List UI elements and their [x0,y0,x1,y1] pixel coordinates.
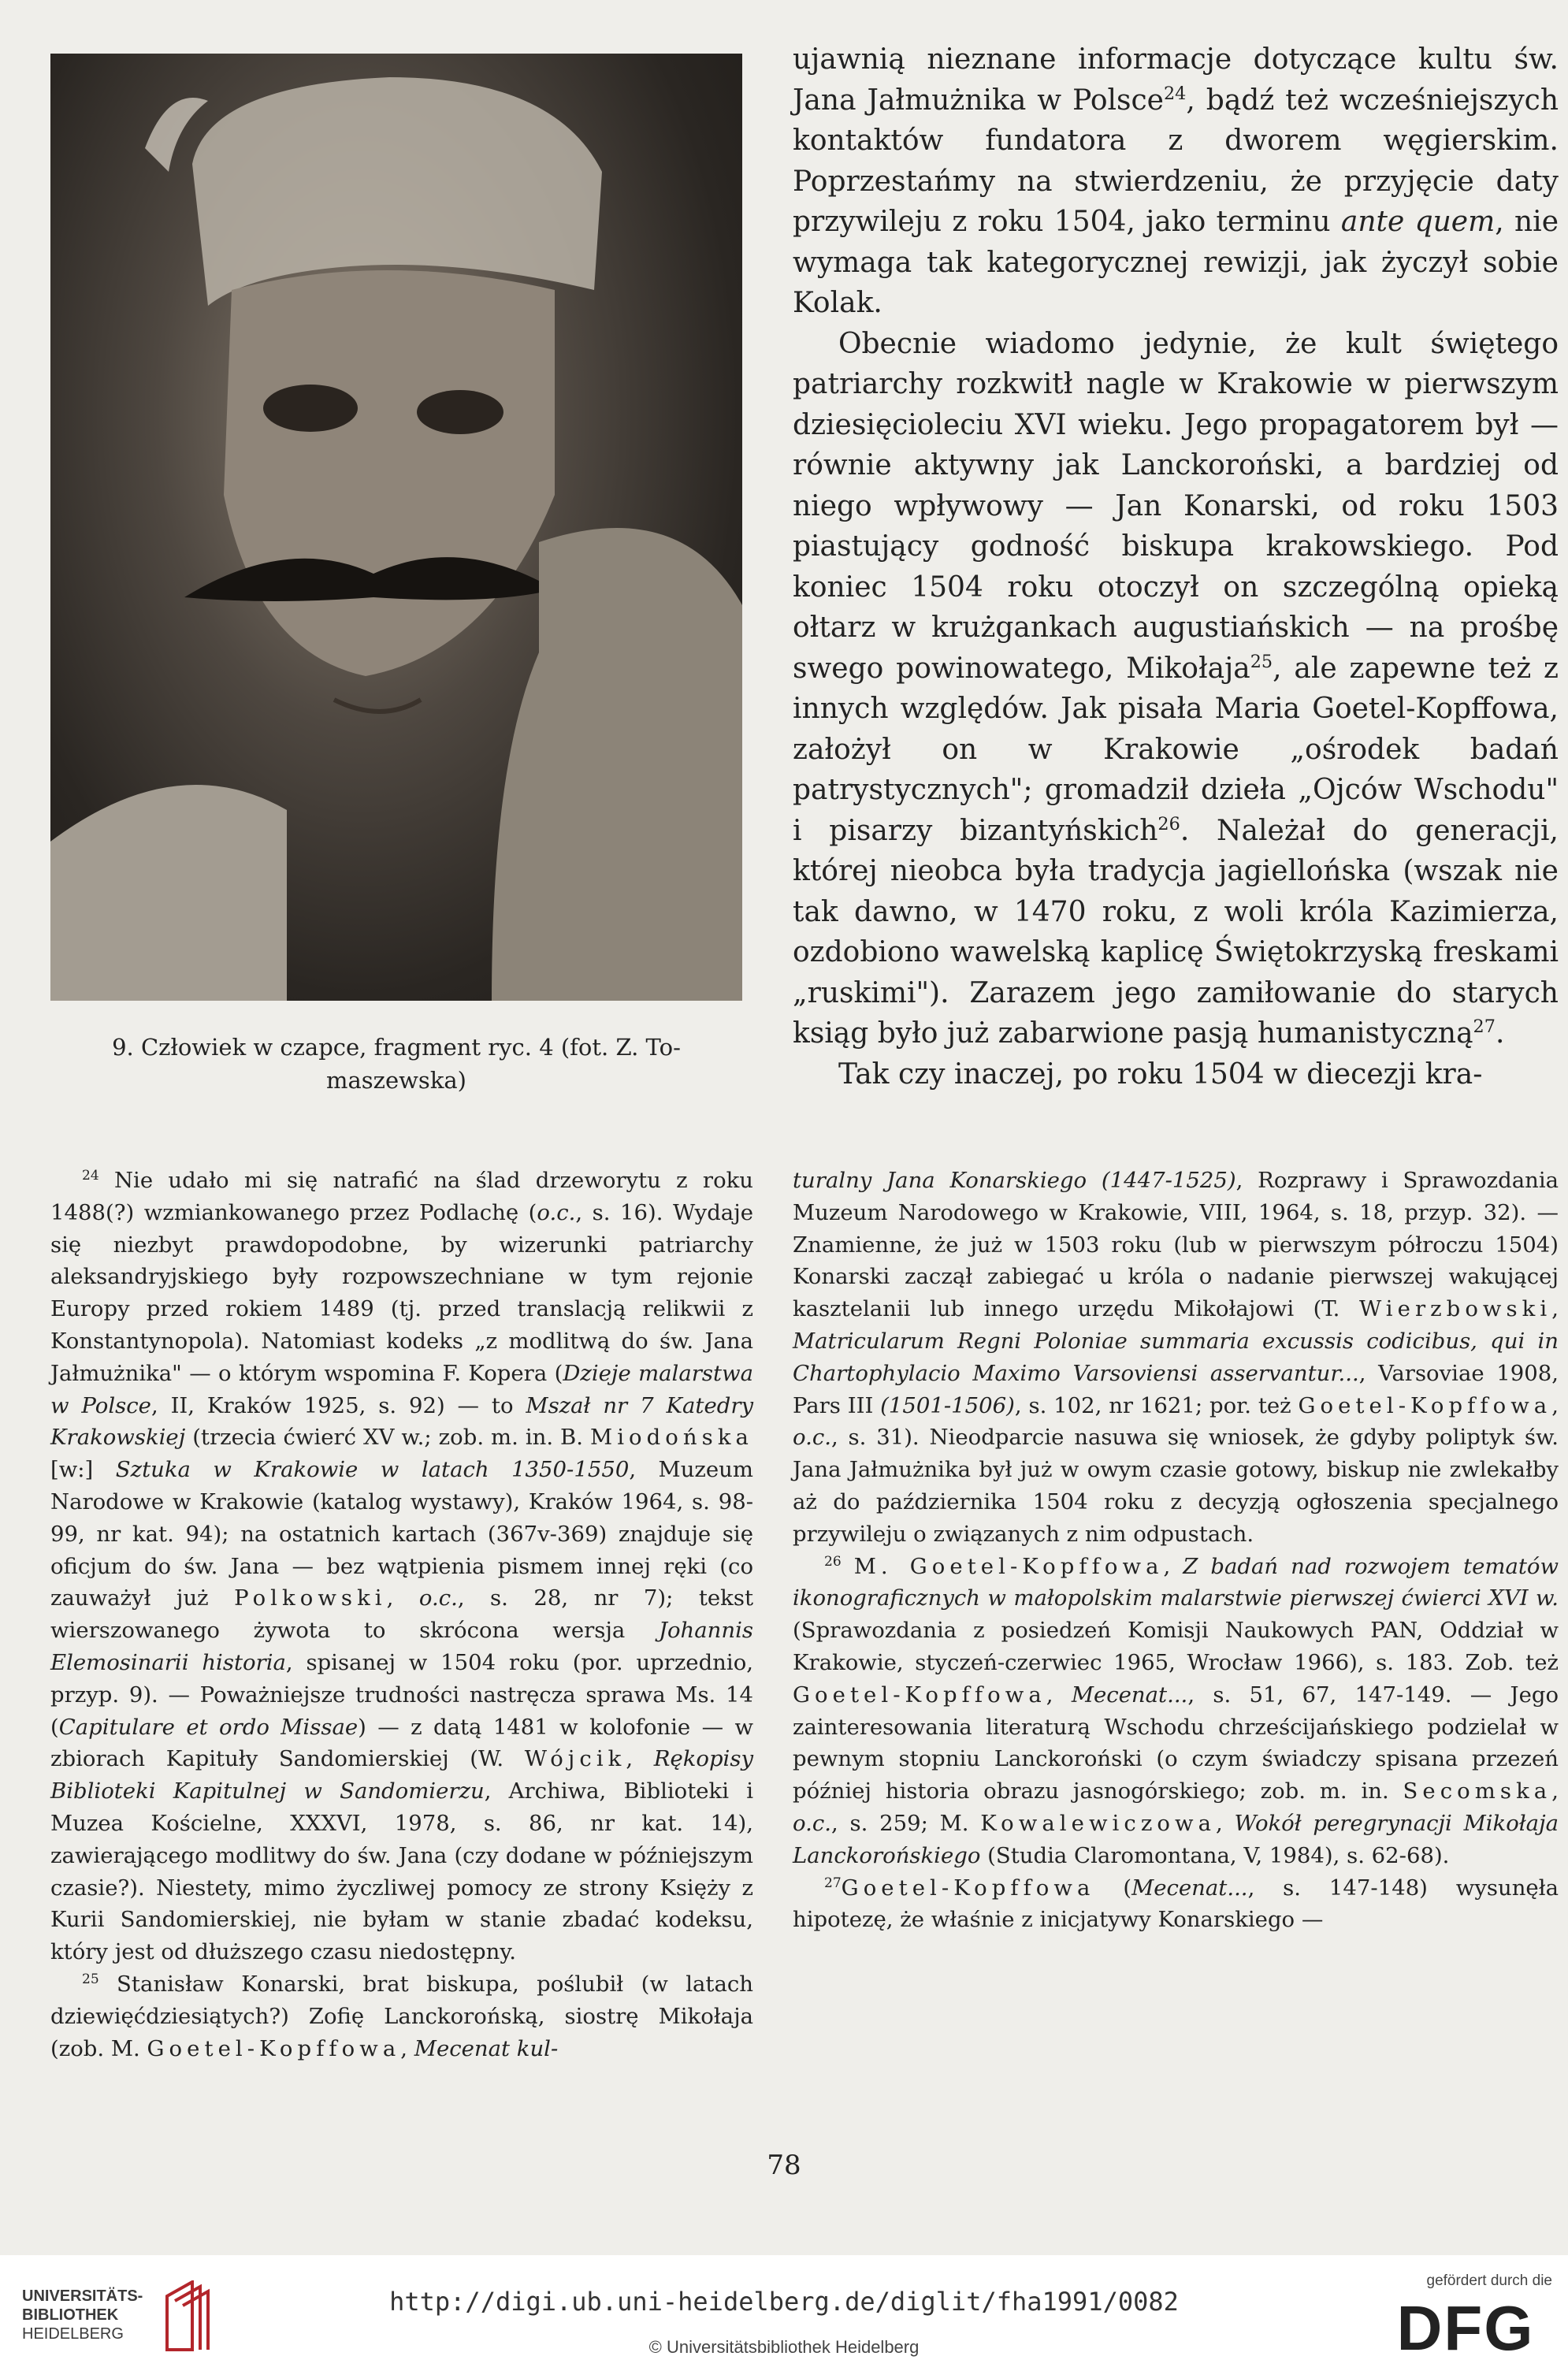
text-run: . [1495,1017,1505,1050]
spaced-author: Polkowski [234,1585,387,1611]
viewer-footer [0,2255,1568,2371]
text-run: , bądź też wcześniejszych kontaktów fundatora z dworem węgierskim. Poprzestańmy na stwierdzeniu, że przyjęcie daty przywileju z roku 1504, jako terminu [793,84,1559,238]
text-run: Tak czy inaczej, po roku 1504 w diecezji kra- [838,1057,1483,1091]
text-run: , s. 102, nr 1621; por. też [1014,1392,1299,1418]
footnote-number: 25 [82,1971,99,1987]
text-run: ) — z datą 1481 w kolofonie — w zbiorach Kapituły Sandomierskiej (W. [50,1714,753,1772]
caption-line: maszewska) [326,1067,466,1094]
footnotes-right-column [793,1165,1559,1936]
italic-text: Mecenat... [1071,1682,1188,1708]
italic-text: Mecenat... [1131,1875,1248,1901]
italic-text: (1501-1506) [880,1392,1015,1418]
italic-text: Wokół peregrynacji Mikołaja Lanckorońskiego [793,1810,1559,1868]
text-run: , s. 259; M. [830,1810,981,1836]
footnote-24 [50,1165,753,1968]
footnotes-left-column [50,1165,753,2064]
text-run: , s. 147-148) wysunęła hipotezę, że właśnie z inicjatywy Konarskiego — [793,1875,1559,1933]
text-run: , Muzeum Narodowe w Krakowie (katalog wystawy), Kraków 1964, s. 98-99, nr kat. 94); na ostatnich kartach (367v-369) znajduje się oficjum do św. Jana — bez wątpienia pismem innej ręki (co zauważył już [50,1457,753,1611]
text-run: , [1046,1682,1072,1708]
library-name-line: UNIVERSITÄTS- [22,2287,143,2305]
italic-text: Z badań nad rozwojem tematów ikonograficznych w małopolskim malarstwie pierwszej ćwierci XVI w. [793,1553,1559,1611]
spaced-author: Secomska [1403,1778,1552,1804]
italic-text: Mecenat kul- [414,2035,559,2061]
text-run: (Sprawozdania z posiedzeń Komisji Naukowych PAN, Oddział w Krakowie, styczeń-czerwiec 1965, Wrocław 1966), s. 183. Zob. też [793,1618,1559,1675]
text-run: , Archiwa, Biblioteki i Muzea Kościelne, XXXVI, 1978, s. 86, nr kat. 14), zawierającego modlitwy do św. Jana (czy dodane w późniejszym czasie?). Niestety, mimo życzliwej pomocy ze strony Księży z Kurii Sandomierskiej, nie byłam w stanie zbadać kodeksu, który jest od dłuższego czasu niedostępny. [50,1778,754,1965]
footnote-27 [793,1872,1559,1937]
text-run: , [1216,1810,1235,1836]
text-run: , spisanej w 1504 roku (por. uprzednio, przyp. 9). — Poważniejsze trudności nastręcza sprawa Ms. 14 ( [50,1649,753,1740]
text-run: , [1551,1778,1559,1804]
footnote-26 [793,1551,1559,1872]
text-run: , [1551,1296,1559,1322]
spaced-author: M. Goetel-Kopffowa [853,1553,1164,1579]
text-run: Obecnie wiadomo jedynie, że kult świętego patriarchy rozkwitł nagle w Krakowie w pierwszym dziesięcioleciu XVI wieku. Jego propagatorem był — równie aktywny jak Lanckoroński, a bardziej od niego wpływowy — Jan Konarski, od roku 1503 piastujący godność biskupa krakowskiego. Pod koniec 1504 roku otoczył on szczególną opieką ołtarz w krużgankach augustiańskich — na prośbę swego powinowatego, Mikołaja [793,327,1559,685]
italic-text: Sztuka w Krakowie w latach 1350-1550 [115,1457,630,1483]
spaced-author: Kowalewiczowa [980,1810,1217,1836]
paragraph [793,1054,1559,1095]
text-run: Nie udało mi się natrafić na ślad drzeworytu z roku 1488(?) wzmiankowanego przez Podlachę ( [50,1168,753,1225]
library-name-line: HEIDELBERG [22,2325,124,2343]
portrait-image [50,54,742,1001]
copyright-notice: © Universitätsbibliothek Heidelberg [648,2337,920,2357]
figure-caption [50,1031,742,1097]
spaced-author: Wójcik [524,1746,626,1772]
paragraph [793,324,1559,1054]
funder-badge[interactable] [1379,2273,1552,2359]
dfg-logo-text: DFG [1396,2298,1535,2358]
footnote-number: 26 [824,1553,842,1570]
spaced-author: Goetel-Kopffowa [147,2035,401,2061]
page-number: 78 [767,2150,801,2181]
italic-text: o.c. [793,1810,831,1836]
text-run: , s. 28, nr 7); tekst wierszowanego żywota to skrócona wersja [50,1585,753,1644]
footnote-number: 27 [824,1875,842,1891]
text-run: , [1551,1392,1559,1418]
italic-text: o.c. [793,1425,831,1451]
portrait-photograph [50,54,742,1001]
text-run: , [386,1585,419,1611]
text-run: (trzecia ćwierć XV w.; zob. m. in. B. [185,1425,590,1451]
text-run: , s. 16). Wydaje się niezbyt prawdopodobne, by wizerunki patriarchy aleksandryjskiego były rozpowszechniane w tym rejonie Europy przed rokiem 1489 (tj. przed translacją relikwii z Konstantynopola). Natomiast kodeks „z modlitwą do św. Jana Jałmużnika" — o którym wspomina F. Kopera ( [50,1199,753,1386]
text-run: [w:] [50,1457,116,1483]
text-run: , ale zapewne też z innych względów. Jak pisała Maria Goetel-Kopffowa, założył on w Krakowie „ośrodek badań patrystycznych"; gromadził dzieła „Ojców Wschodu" i pisarzy bizantyńskich [793,652,1559,847]
spaced-author: Wierzbowski [1358,1296,1552,1322]
italic-text: Matricularum Regni Poloniae summaria excussis codicibus, qui in Chartophylacio Maximo Varsoviensi asservantur... [793,1328,1559,1386]
italic-text: Johannis Elemosinarii historia [50,1618,753,1675]
text-run: , [626,1746,654,1772]
text-run: , nie wymaga tak kategorycznej rewizji, jak życzył sobie Kolak. [793,206,1559,319]
text-run: ujawnią nieznane informacje dotyczące kultu św. Jana Jałmużnika w Polsce [793,43,1559,117]
caption-line: 9. Człowiek w czapce, fragment ryc. 4 (fot. Z. To- [112,1034,681,1061]
funding-note: gefördert durch die [1426,2273,1552,2289]
text-run: , II, Kraków 1925, s. 92) — to [150,1392,526,1418]
spaced-author: Goetel-Kopffowa [1298,1392,1552,1418]
footnote-25 [50,1968,753,2064]
italic-text: o.c. [418,1585,458,1611]
text-run: , [1163,1553,1183,1579]
spaced-author: Miodońska [589,1425,753,1451]
italic-text: Dzieje malarstwa w Polsce [50,1360,753,1418]
italic-text: Capitulare et ordo Missae [58,1714,359,1740]
permalink-url[interactable]: http://digi.ub.uni-heidelberg.de/diglit/fha1991/0082 [389,2287,1179,2317]
text-run: ( [1094,1875,1132,1901]
spaced-author: Goetel-Kopffowa [793,1682,1046,1708]
paragraph [793,39,1559,324]
text-run: Stanisław Konarski, brat biskupa, poślubił (w latach dziewięćdziesiątych?) Zofię Lanckorońską, siostrę Mikołaja (zob. M. [50,1971,753,2061]
italic-text: Mszał nr 7 Katedry Krakowskiej [50,1392,753,1451]
spaced-author: Goetel-Kopffowa [841,1875,1095,1901]
italic-text: o.c. [537,1199,576,1225]
italic-text: Rękopisy Biblioteki Kapitulnej w Sandomierzu [50,1746,753,1804]
italic-text: turalny Jana Konarskiego (1447-1525) [793,1168,1236,1193]
italic-text: ante quem [1340,206,1496,238]
footnote-ref: 27 [1473,1016,1496,1037]
text-run: , Varsoviae 1908, Pars III [793,1360,1559,1418]
text-run: , Rozprawy i Sprawozdania Muzeum Narodowego w Krakowie, VIII, 1964, s. 18, przyp. 32). — Znamienne, że już w 1503 roku (lub w pierwszym półroczu 1504) Konarski zaczął zabiegać u króla o nadanie pierwszej wakującej kasztelanii lub innego urzędu Mikołajowi (T. [793,1168,1559,1322]
text-run: , [400,2035,414,2061]
footnote-ref: 26 [1157,813,1180,834]
footnote-25-continued [793,1165,1559,1551]
main-text-column [793,39,1559,1094]
text-run: . Należał do generacji, której nieobca była tradycja jagiellońska (wszak nie tak dawno, w 1470 roku, z woli króla Kazimierza, ozdobiono wawelską kaplicę Świętokrzyską freskami „ruskimi"). Zarazem jego zamiłowanie do starych ksiąg było już zabarwione pasją humanistyczną [793,814,1559,1050]
library-name-line: BIBLIOTHEK [22,2306,119,2324]
dfg-logo [1379,2298,1552,2358]
footnote-ref: 24 [1163,83,1187,104]
footnote-ref: 25 [1250,651,1273,672]
footnote-number: 24 [82,1167,99,1184]
text-run: , s. 51, 67, 147-149. — Jego zainteresowania literaturą Wschodu chrześcijańskiego podzielał w pewnym stopniu Lanckoroński (o czym świadczy spisana przezeń później historia obrazu jasnogórskiego; zob. m. in. [793,1682,1559,1804]
text-run: (Studia Claromontana, V, 1984), s. 62-68). [980,1842,1450,1868]
text-run: , s. 31). Nieodparcie nasuwa się wniosek, że gdyby poliptyk św. Jana Jałmużnika był już w owym czasie gotowy, biskup nie zwlekałby aż do października 1504 roku z decyzją ogłoszenia specjalnego przywileju o związanych z nim odpustach. [793,1425,1559,1547]
